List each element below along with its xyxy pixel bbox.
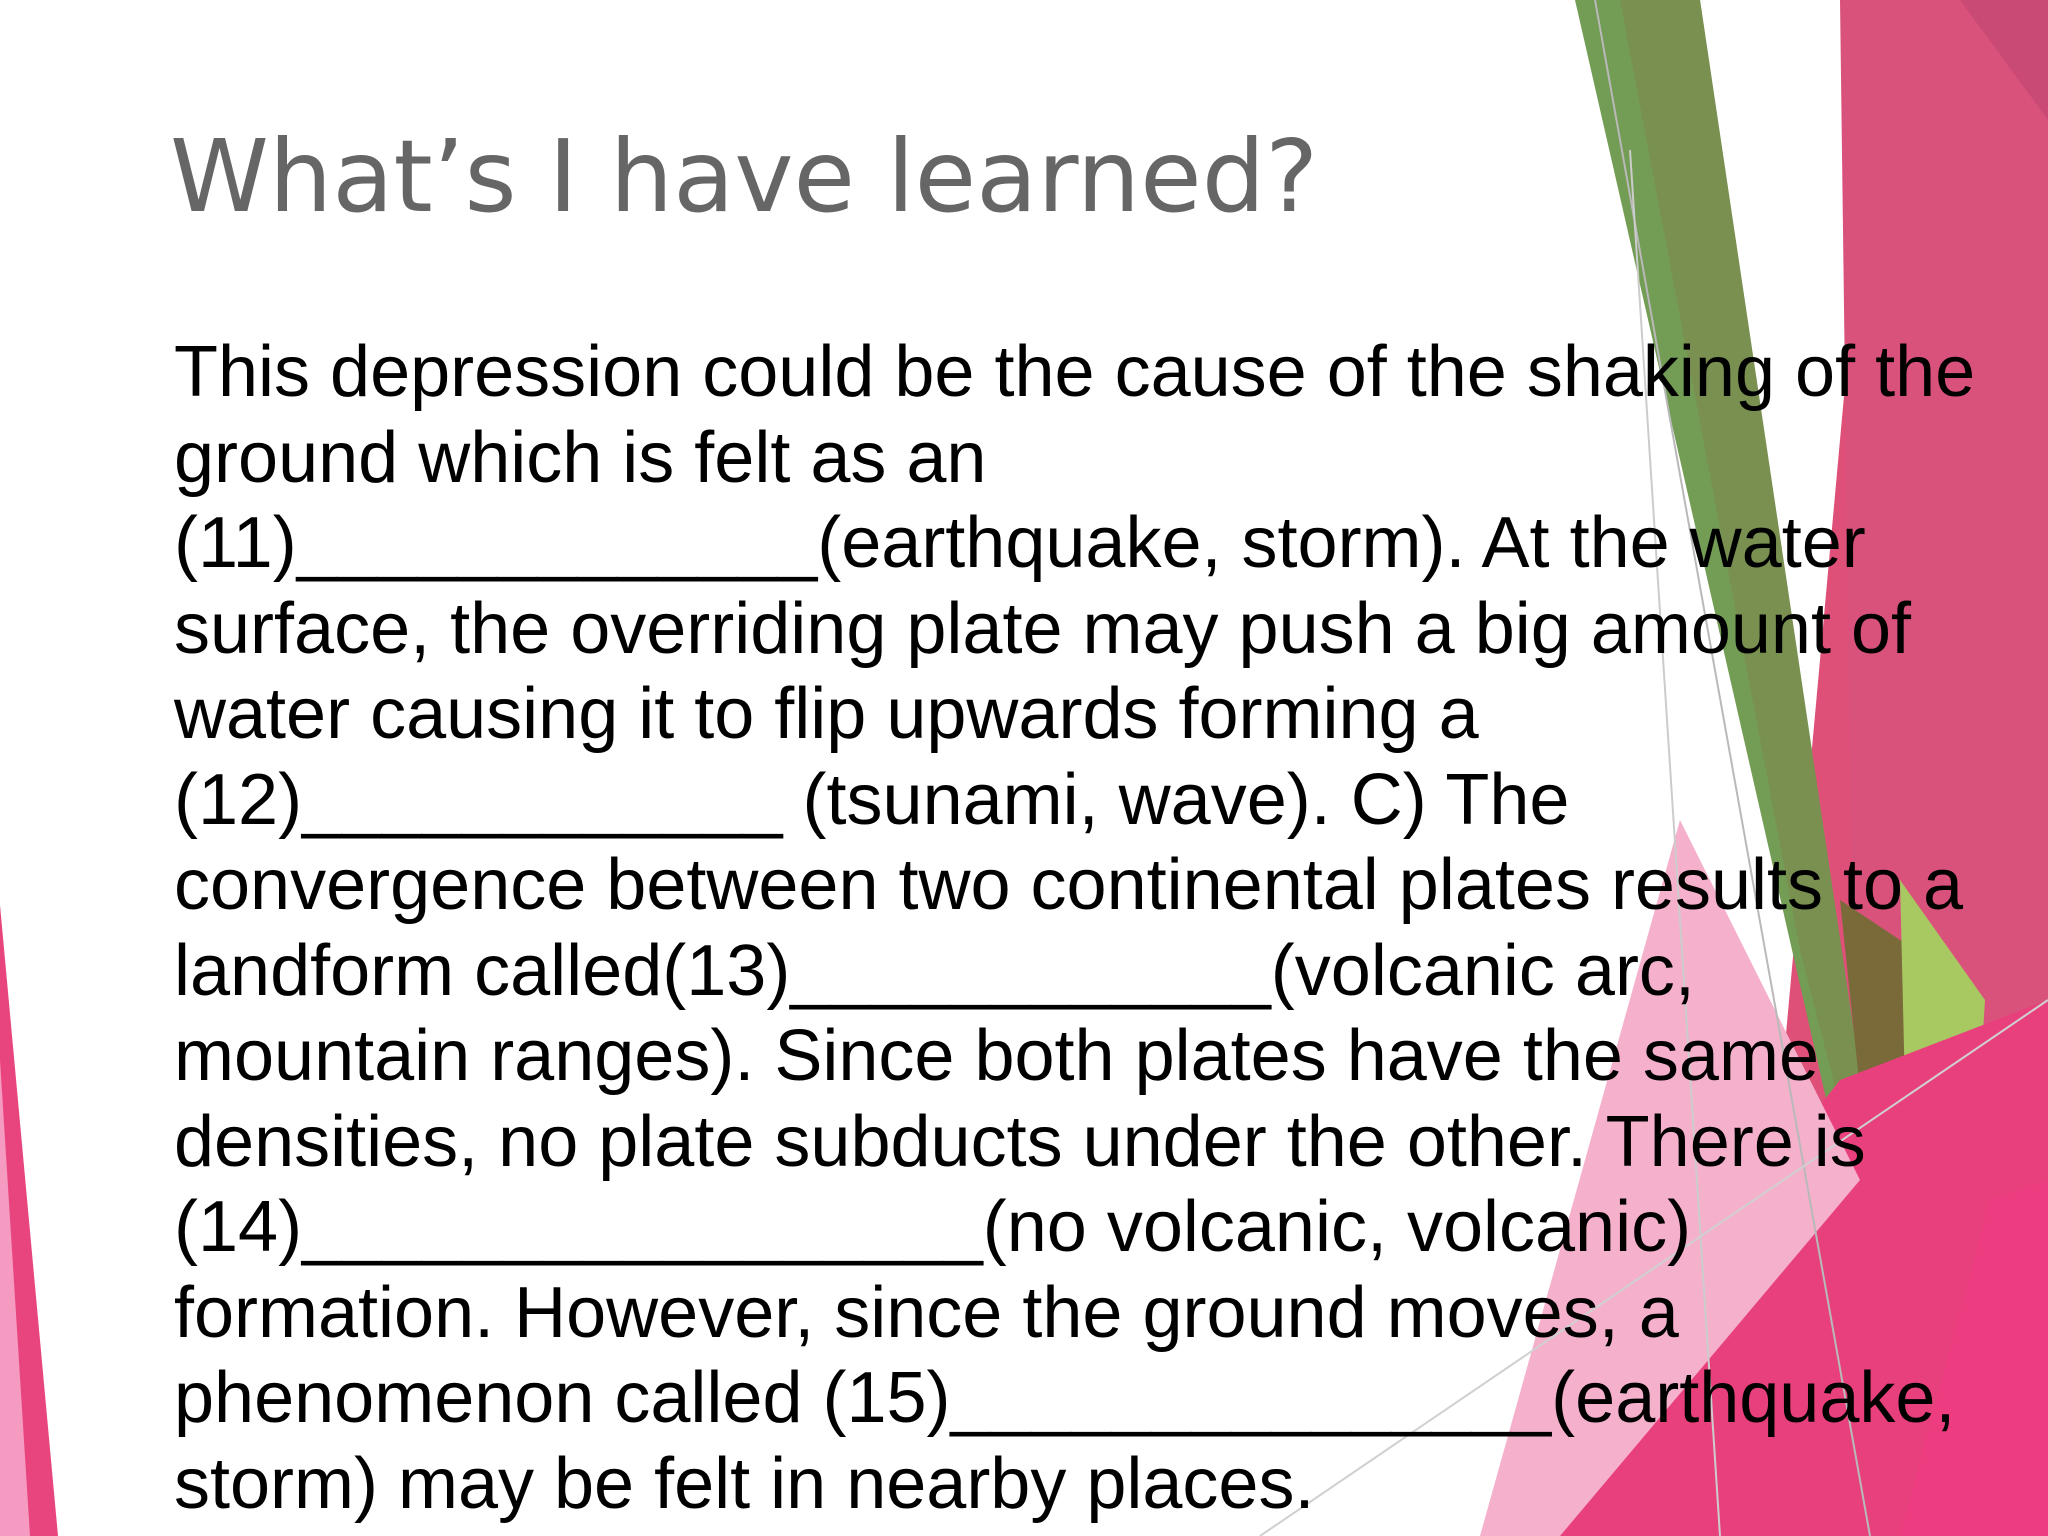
- slide-title: What’s I have learned?: [170, 118, 1319, 235]
- paragraph-line: phenomenon called (15)_______________(earthquake,: [174, 1358, 1956, 1438]
- paragraph-line: storm) may be felt in nearby places.: [174, 1443, 1315, 1524]
- paragraph-line: water causing it to flip upwards forming a: [174, 674, 1479, 754]
- paragraph-line: mountain ranges). Since both plates have the same: [174, 1016, 1819, 1096]
- paragraph-line: (11)_____________(earthquake, storm). At the water: [174, 503, 1866, 583]
- paragraph-line: formation. However, since the ground moves, a: [174, 1272, 1679, 1353]
- fill-in-paragraph: [174, 330, 2014, 1527]
- paragraph-line: (12)____________ (tsunami, wave). C) The: [174, 759, 1570, 840]
- paragraph-line: landform called(13)____________(volcanic arc,: [174, 930, 1695, 1011]
- paragraph-line: (14)_________________(no volcanic, volcanic): [174, 1187, 1692, 1267]
- paragraph-line: surface, the overriding plate may push a big amount of: [174, 588, 1911, 669]
- paragraph-line: ground which is felt as an: [174, 417, 987, 498]
- paragraph-line: convergence between two continental plates results to a: [174, 845, 1964, 925]
- paragraph-line: densities, no plate subducts under the other. There is: [174, 1101, 1866, 1182]
- paragraph-line: This depression could be the cause of the shaking of the: [174, 332, 1976, 412]
